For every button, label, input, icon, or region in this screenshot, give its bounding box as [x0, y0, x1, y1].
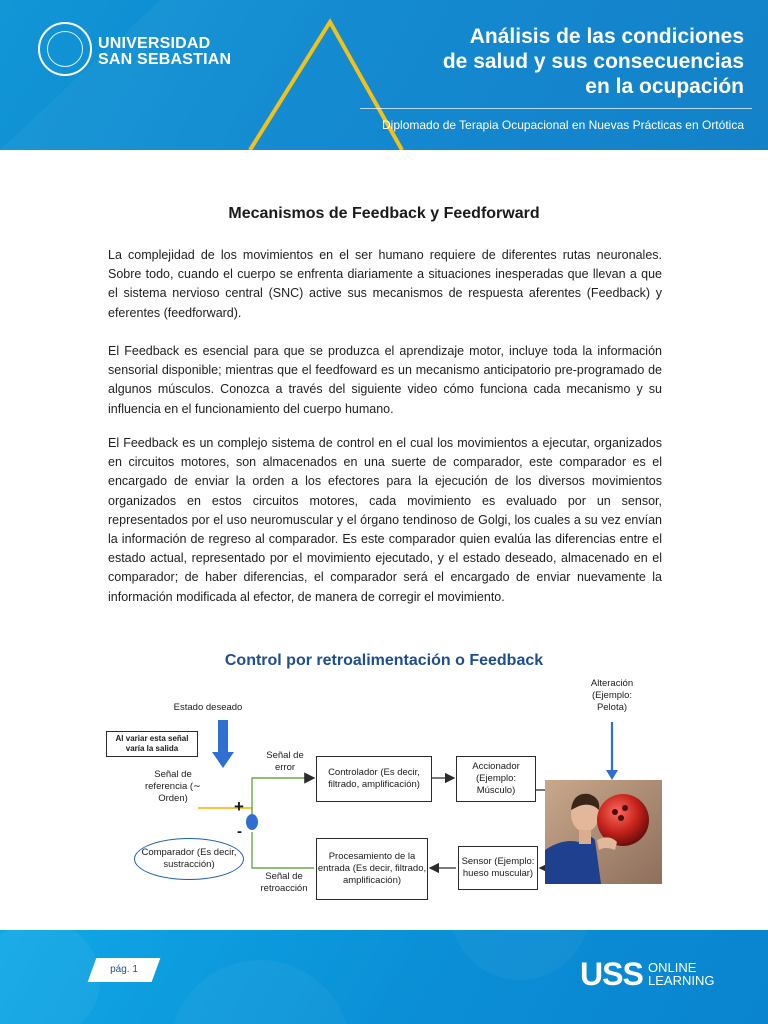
course-title-line2: de salud y sus consecuencias [442, 50, 744, 73]
page-footer [0, 930, 768, 1024]
paragraph-3: El Feedback es un complejo sistema de control en el cual los movimientos a ejecutar, organizados en circuitos motores, son almacenados en una suerte de comparador, este comparador es el encargado de enviar la orden a los efectores para la ejecución de los diversos movimientos organizados en estos circuitos motores, cada movimiento es evaluado por un sensor, representados por el uso neuromuscular y el órgano tendinoso de Golgi, los cuales a su vez envían la información de regreso al comparador. Es este comparador quien evalúa las diferencias entre el estado actual, representado por el movimiento ejecutado, y el estado deseado, almacenado en el comparador; de haber diferencias, el comparador será el encargado de enviar nuevamente la información modificada al efector, de manera de corregir el movimiento. [108, 436, 662, 604]
controlador-box: Controlador (Es decir, filtrado, amplificación) [316, 756, 432, 802]
feedback-line [252, 832, 314, 868]
comparator-node [246, 814, 258, 830]
diagram-title: Control por retroalimentación o Feedback [224, 652, 544, 669]
estado-deseado-arrow [212, 720, 234, 768]
error-signal-label: Señal de error [266, 750, 304, 773]
note-box: Al variar esta señal varía la salida [106, 731, 198, 757]
uss-brand-text: USS [580, 956, 643, 992]
paragraph-2: El Feedback es esencial para que se produzca el aprendizaje motor, incluye toda la información sensorial disponible; mientras que el feedfoward es un mecanismo anticipatorio pre-programado de algunos músculos. Conozca a través del siguiente video cómo funciona cada mecanismo y su influencia en el funcionamiento del cuerpo humano. [108, 344, 662, 416]
page-number: pág. 1 [110, 964, 138, 975]
reference-signal-label: Señal de referencia (∼ Orden) [144, 769, 201, 804]
accionador-box: Accionador (Ejemplo: Músculo) [456, 756, 536, 802]
paragraph-1: La complejidad de los movimientos en el ser humano requiere de diferentes rutas neuronales. Sobre todo, cuando el cuerpo se enfrenta diariamente a situaciones inesperadas que llevan a que el sistema nervioso central (SNC) active sus mecanismos de respuesta aferentes (Feedback) y eferentes (feedforward). [108, 248, 662, 320]
document-title: Mecanismos de Feedback y Feedforward [228, 205, 540, 222]
uss-brand-learning: LEARNING [648, 973, 715, 988]
sensor-box: Sensor (Ejemplo: hueso muscular) [458, 846, 538, 890]
alteracion-arrow-head [606, 770, 618, 780]
alteracion-label: Alteración (Ejemplo: Pelota) [590, 678, 634, 713]
minus-sign: - [237, 823, 242, 840]
error-signal-line [252, 778, 314, 814]
procesamiento-box: Procesamiento de la entrada (Es decir, filtrado, amplificación) [316, 838, 428, 900]
course-title-line1: Análisis de las condiciones [469, 25, 744, 48]
course-title-line3: en la ocupación [585, 75, 744, 98]
university-name-line2: SAN SEBASTIAN [98, 51, 232, 68]
uss-brand-online: ONLINE [648, 960, 697, 975]
person-with-ball-illustration [545, 780, 662, 884]
university-name-line1: UNIVERSIDAD [98, 35, 211, 52]
person-with-ball-image [545, 780, 662, 884]
course-subtitle: Diplomado de Terapia Ocupacional en Nuevas Prácticas en Ortótica [382, 118, 744, 132]
plus-sign: + [234, 797, 244, 816]
comparador-ellipse: Comparador (Es decir, sustracción) [134, 838, 244, 880]
feedback-signal-label: Señal de retroacción [260, 871, 308, 894]
estado-deseado-label: Estado deseado [173, 702, 243, 713]
